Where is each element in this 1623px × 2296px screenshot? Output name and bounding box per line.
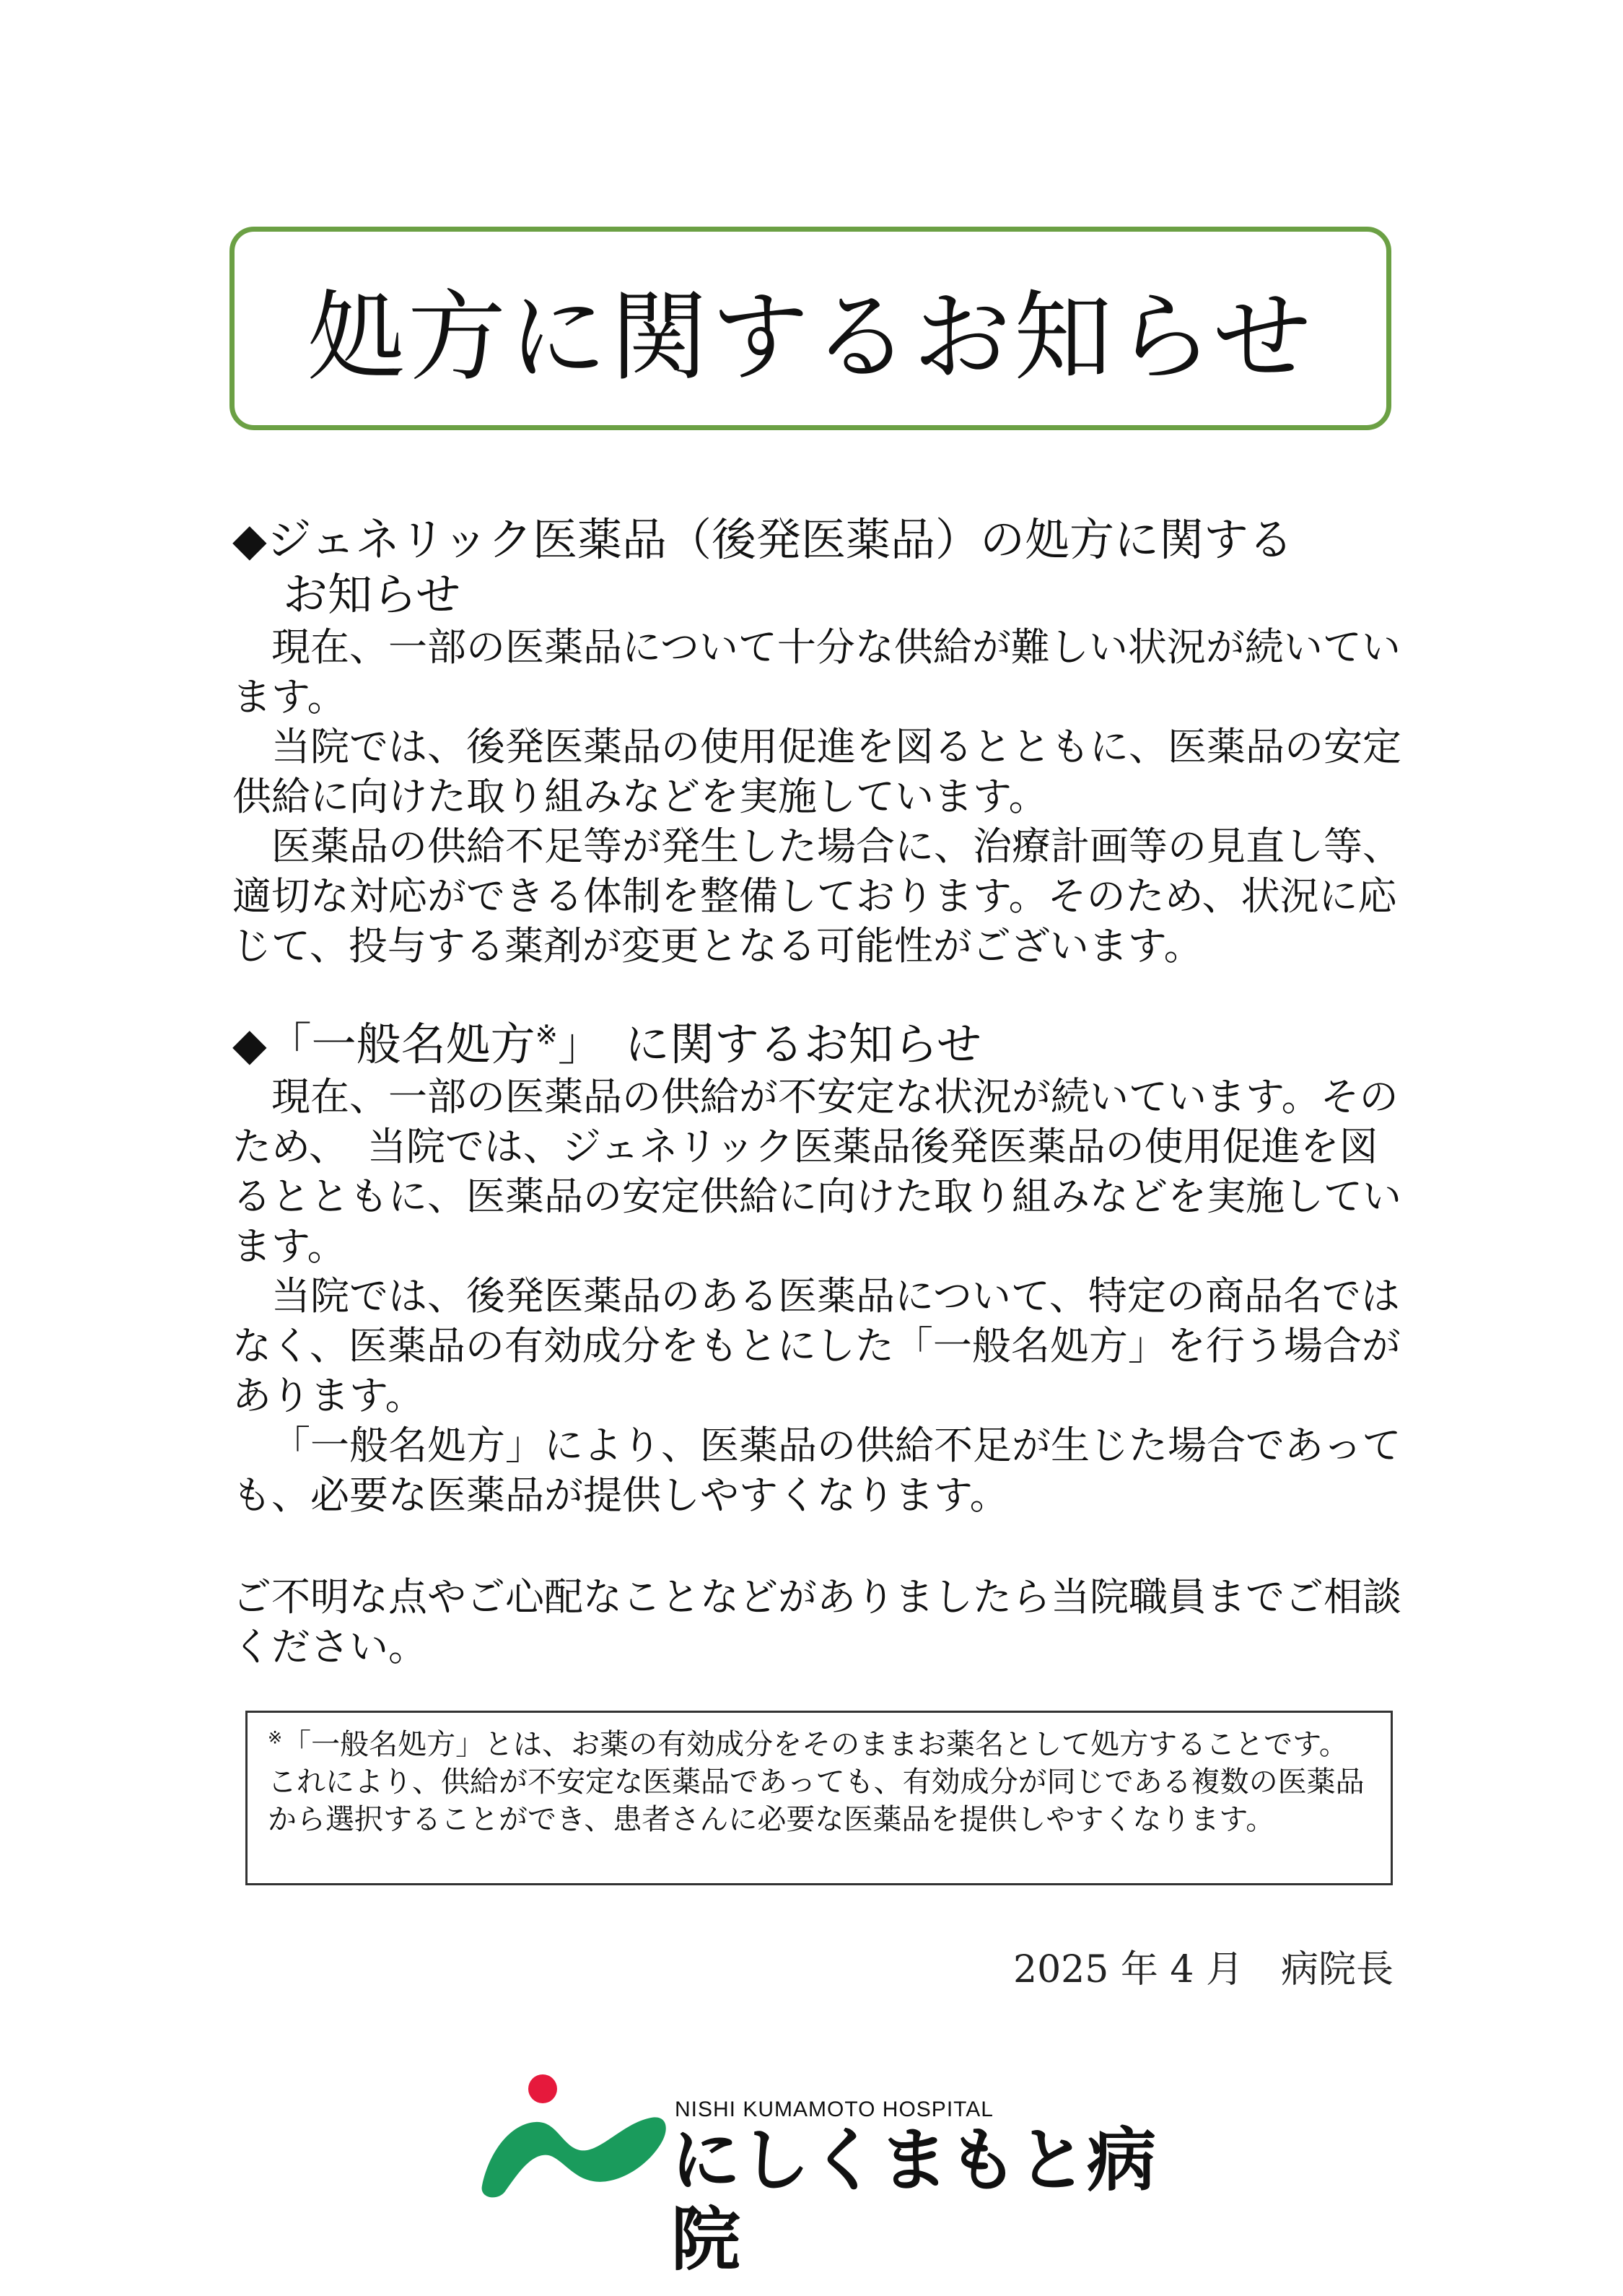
paragraph: 現在、一部の医薬品の供給が不安定な状況が続いています。そのため、 当院では、ジェネリック医薬品後発医薬品の使用促進を図るとともに、医薬品の安定供給に向けた取り組みなどを実施しています。 bbox=[232, 1074, 1401, 1269]
heading-text-post: 」 に関するお知らせ bbox=[557, 1018, 981, 1070]
hospital-logo bbox=[476, 2057, 1162, 2280]
heading-text-pre: ◆「一般名処方 bbox=[232, 1018, 535, 1070]
main-content bbox=[232, 512, 1416, 1711]
closing-text: ご不明な点やご心配なことなどがありましたら当院職員までご相談ください。 bbox=[232, 1574, 1401, 1669]
paragraph: 現在、一部の医薬品について十分な供給が難しい状況が続いています。 bbox=[232, 624, 1401, 720]
footnote-text: ※「一般名処方」とは、お薬の有効成分をそのままお薬名として処方することです。これにより、供給が不安定な医薬品であっても、有効成分が同じである複数の医薬品から選択することができ、患者さんに必要な医薬品を提供しやすくなります。 bbox=[268, 1727, 1365, 1836]
section-heading-line1: ◆ジェネリック医薬品（後発医薬品）の処方に関する bbox=[232, 513, 1293, 566]
title-box bbox=[229, 227, 1391, 430]
logo-japanese-name: にしくまもと病院 bbox=[671, 2120, 1156, 2280]
section-heading-generic bbox=[232, 512, 1416, 622]
paragraph: 医薬品の供給不足等が発生した場合に、治療計画等の見直し等、適切な対応ができる体制を整備しております。そのため、状況に応じて、投与する薬剤が変更となる可能性がございます。 bbox=[232, 824, 1401, 969]
logo-swoosh bbox=[482, 2117, 666, 2197]
section-heading-generic-name bbox=[232, 1017, 1416, 1072]
hospital-logo-icon bbox=[476, 2057, 671, 2201]
logo-dot bbox=[528, 2074, 557, 2103]
page-title: 処方に関するお知らせ bbox=[307, 281, 1314, 395]
logo-english-name: NISHI KUMAMOTO HOSPITAL bbox=[675, 2098, 994, 2121]
footnote-mark: ※ bbox=[268, 1727, 283, 1748]
section-heading-line2: お知らせ bbox=[283, 568, 461, 621]
section-generic bbox=[232, 512, 1416, 971]
date-signature: 2025 年 4 月 病院長 bbox=[1012, 1948, 1394, 1991]
footnote-box bbox=[245, 1711, 1393, 1885]
paragraph: 当院では、後発医薬品のある医薬品について、特定の商品名ではなく、医薬品の有効成分をもとにした「一般名処方」を行う場合があります。 bbox=[232, 1273, 1401, 1418]
section-generic-name-prescription bbox=[232, 1017, 1416, 1520]
footnote-mark: ※ bbox=[535, 1018, 558, 1051]
paragraph: 当院では、後発医薬品の使用促進を図るとともに、医薬品の安定供給に向けた取り組みなどを実施しています。 bbox=[232, 724, 1401, 819]
paragraph: 「一般名処方」により、医薬品の供給不足が生じた場合であっても、必要な医薬品が提供しやすくなります。 bbox=[232, 1423, 1401, 1518]
